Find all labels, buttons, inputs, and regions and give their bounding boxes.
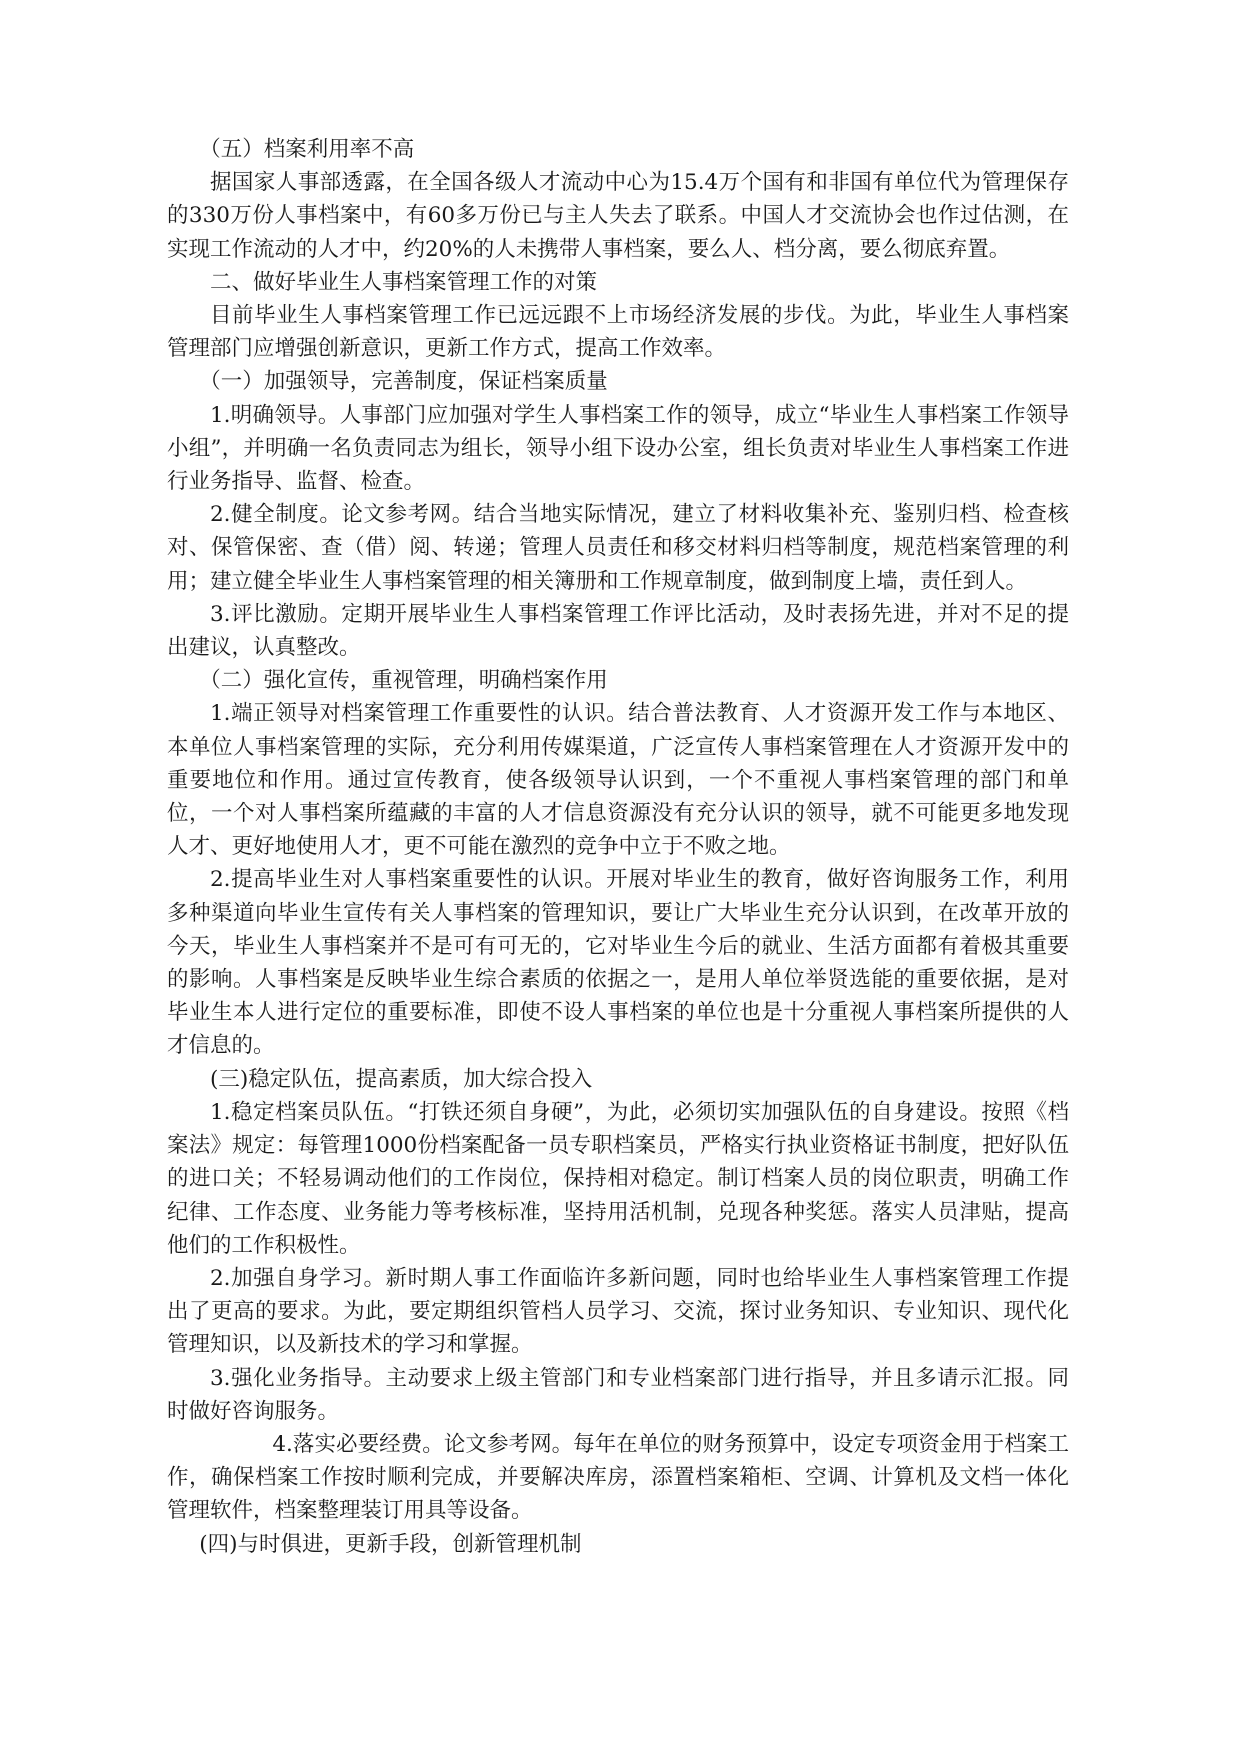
paragraph: 2.提高毕业生对人事档案重要性的认识。开展对毕业生的教育，做好咨询服务工作，利用多种渠道向毕业生宣传有关人事档案的管理知识，要让广大毕业生充分认识到，在改革开放的今天，毕业生人事档案并不是可有可无的，它对毕业生今后的就业、生活方面都有着极其重要的影响。人事档案是反映毕业生综合素质的依据之一，是用人单位举贤选能的重要依据，是对毕业生本人进行定位的重要标准，即使不设人事档案的单位也是十分重视人事档案所提供的人才信息的。 [167, 867, 1069, 1059]
paragraph: 据国家人事部透露，在全国各级人才流动中心为15.4万个国有和非国有单位代为管理保存的330万份人事档案中，有60多万份已与主人失去了联系。中国人才交流协会也作过估测，在实现工作流动的人才中，约20%的人未携带人事档案，要么人、档分离，要么彻底弃置。 [167, 170, 1069, 262]
paragraph: 3.评比激励。定期开展毕业生人事档案管理工作评比活动，及时表扬先进，并对不足的提出建议，认真整改。 [167, 601, 1069, 661]
paragraph: 2.加强自身学习。新时期人事工作面临许多新问题，同时也给毕业生人事档案管理工作提出了更高的要求。为此，要定期组织管档人员学习、交流，探讨业务知识、专业知识、现代化管理知识，以及新技术的学习和掌握。 [167, 1265, 1069, 1358]
subsection-heading-3: (三)稳定队伍，提高素质，加大综合投入 [210, 1066, 593, 1092]
paragraph: 1.稳定档案员队伍。“打铁还须自身硬”，为此，必须切实加强队伍的自身建设。按照《档案法》规定：每管理1000份档案配备一员专职档案员，严格实行执业资格证书制度，把好队伍的进口关；不轻易调动他们的工作岗位，保持相对稳定。制订档案人员的岗位职责，明确工作纪律、工作态度、业务能力等考核标准，坚持用活机制，兑现各种奖惩。落实人员津贴，提高他们的工作积极性。 [167, 1099, 1069, 1258]
paragraph: 目前毕业生人事档案管理工作已远远跟不上市场经济发展的步伐。为此，毕业生人事档案管理部门应增强创新意识，更新工作方式，提高工作效率。 [167, 303, 1069, 362]
subsection-heading-4: (四)与时俱进，更新手段，创新管理机制 [199, 1531, 582, 1557]
paragraph: 1.端正领导对档案管理工作重要性的认识。结合普法教育、人才资源开发工作与本地区、本单位人事档案管理的实际，充分利用传媒渠道，广泛宣传人事档案管理在人才资源开发中的重要地位和作用。通过宣传教育，使各级领导认识到，一个不重视人事档案管理的部门和单位，一个对人事档案所蕴藏的丰富的人才信息资源没有充分认识的领导，就不可能更多地发现人才、更好地使用人才，更不可能在激烈的竞争中立于不败之地。 [167, 701, 1069, 860]
document-page [167, 133, 1069, 1561]
section-heading-5: （五）档案利用率不高 [199, 137, 415, 162]
section-heading-2: 二、做好毕业生人事档案管理工作的对策 [210, 269, 598, 295]
subsection-heading-2: （二）强化宣传，重视管理，明确档案作用 [199, 668, 608, 694]
paragraph: 1.明确领导。人事部门应加强对学生人事档案工作的领导，成立“毕业生人事档案工作领导小组”，并明确一名负责同志为组长，领导小组下设办公室，组长负责对毕业生人事档案工作进行业务指导、监督、检查。 [167, 402, 1069, 495]
paragraph: 4.落实必要经费。论文参考网。每年在单位的财务预算中，设定专项资金用于档案工作，确保档案工作按时顺利完成，并要解决库房，添置档案箱柜、空调、计算机及文档一体化管理软件，档案整理装订用具等设备。 [167, 1431, 1069, 1524]
paragraph: 3.强化业务指导。主动要求上级主管部门和专业档案部门进行指导，并且多请示汇报。同时做好咨询服务。 [167, 1365, 1069, 1424]
paragraph: 2.健全制度。论文参考网。结合当地实际情况，建立了材料收集补充、鉴别归档、检查核对、保管保密、查（借）阅、转递；管理人员责任和移交材料归档等制度，规范档案管理的利用；建立健全毕业生人事档案管理的相关簿册和工作规章制度，做到制度上墙，责任到人。 [167, 502, 1069, 594]
subsection-heading-1: （一）加强领导，完善制度，保证档案质量 [199, 369, 608, 395]
